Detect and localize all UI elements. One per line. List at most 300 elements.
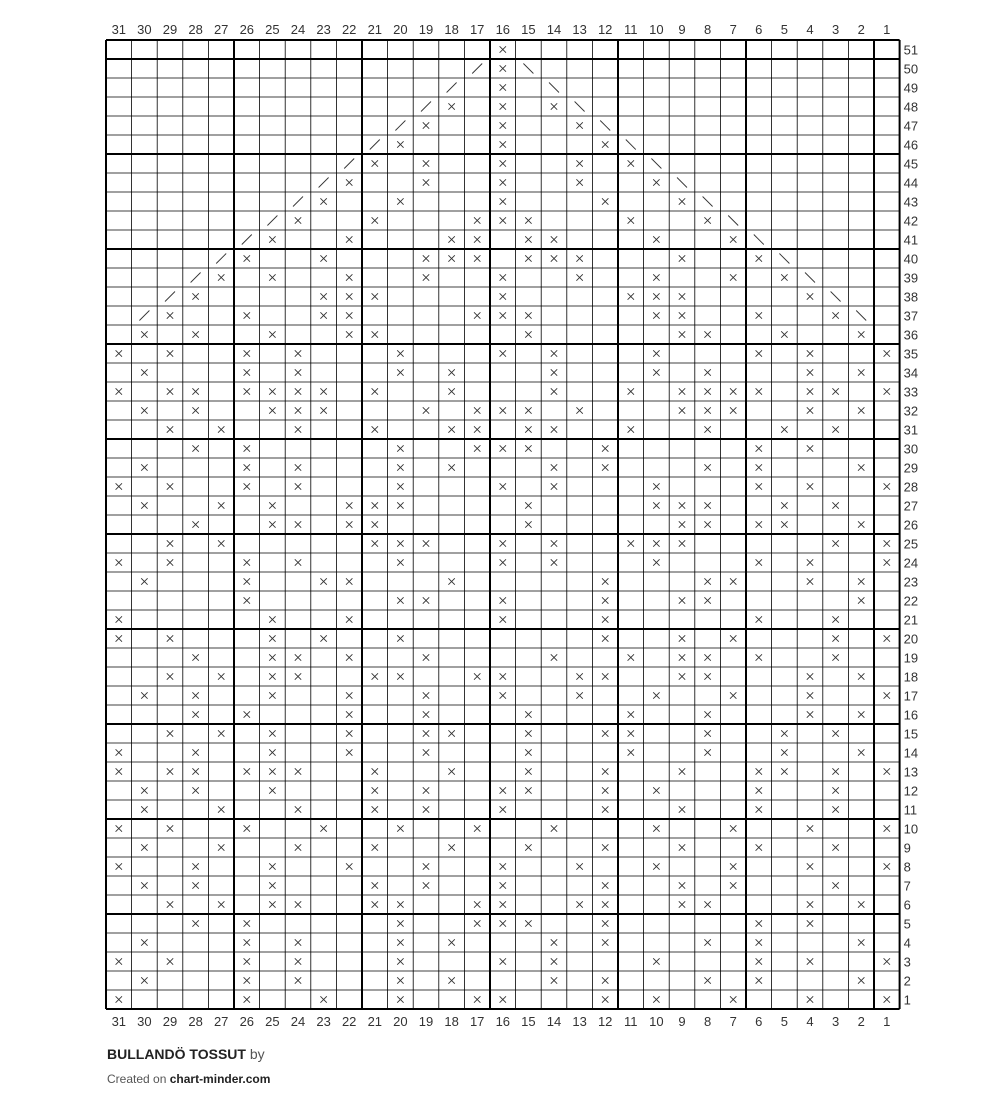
purl-symbol: [832, 730, 838, 736]
purl-symbol: [628, 160, 634, 166]
purl-symbol: [730, 692, 736, 698]
row-label: 27: [903, 498, 919, 514]
purl-symbol: [704, 578, 710, 584]
purl-symbol: [500, 540, 506, 546]
purl-symbol: [551, 483, 557, 489]
purl-symbol: [756, 464, 762, 470]
purl-symbol: [320, 293, 326, 299]
col-label-bottom: 13: [572, 1014, 587, 1029]
purl-symbol: [679, 407, 685, 413]
purl-symbol: [602, 787, 608, 793]
purl-symbol: [295, 350, 301, 356]
purl-symbol: [269, 331, 275, 337]
purl-symbol: [525, 407, 531, 413]
purl-symbol: [807, 958, 813, 964]
purl-symbol: [116, 635, 122, 641]
decrease-left-symbol: [293, 197, 303, 207]
row-label: 23: [903, 574, 919, 590]
purl-symbol: [653, 559, 659, 565]
purl-symbol: [423, 160, 429, 166]
row-label: 3: [903, 954, 911, 970]
purl-symbol: [244, 996, 250, 1002]
decrease-left-symbol: [472, 64, 482, 74]
col-label-bottom: 5: [780, 1014, 789, 1029]
purl-symbol: [448, 464, 454, 470]
purl-symbol: [167, 825, 173, 831]
purl-symbol: [167, 901, 173, 907]
purl-symbol: [500, 198, 506, 204]
purl-symbol: [397, 977, 403, 983]
purl-symbol: [244, 445, 250, 451]
purl-symbol: [653, 293, 659, 299]
purl-symbol: [116, 863, 122, 869]
purl-symbol: [576, 863, 582, 869]
purl-symbol: [551, 654, 557, 660]
purl-symbol: [679, 901, 685, 907]
purl-symbol: [858, 977, 864, 983]
col-label-bottom: 30: [137, 1014, 152, 1029]
purl-symbol: [781, 274, 787, 280]
purl-symbol: [730, 407, 736, 413]
purl-symbol: [295, 388, 301, 394]
purl-symbol: [423, 654, 429, 660]
purl-symbol: [192, 331, 198, 337]
purl-symbol: [704, 749, 710, 755]
col-label-bottom: 25: [265, 1014, 280, 1029]
purl-symbol: [602, 996, 608, 1002]
row-label: 16: [903, 707, 919, 723]
purl-symbol: [858, 521, 864, 527]
purl-symbol: [244, 768, 250, 774]
purl-symbol: [269, 236, 275, 242]
purl-symbol: [500, 787, 506, 793]
purl-symbol: [372, 217, 378, 223]
purl-symbol: [525, 502, 531, 508]
purl-symbol: [269, 863, 275, 869]
col-label-top: 30: [137, 22, 152, 37]
purl-symbol: [704, 901, 710, 907]
purl-symbol: [704, 331, 710, 337]
purl-symbol: [653, 540, 659, 546]
purl-symbol: [679, 312, 685, 318]
purl-symbol: [448, 977, 454, 983]
purl-symbol: [858, 939, 864, 945]
row-label: 29: [903, 460, 919, 476]
purl-symbol: [551, 350, 557, 356]
row-label: 1: [903, 992, 911, 1008]
purl-symbol: [141, 464, 147, 470]
purl-symbol: [832, 806, 838, 812]
purl-symbol: [679, 293, 685, 299]
purl-symbol: [372, 787, 378, 793]
purl-symbol: [576, 673, 582, 679]
purl-symbol: [346, 236, 352, 242]
purl-symbol: [500, 882, 506, 888]
purl-symbol: [500, 350, 506, 356]
purl-symbol: [653, 312, 659, 318]
purl-symbol: [218, 426, 224, 432]
col-label-top: 28: [188, 22, 203, 37]
purl-symbol: [730, 825, 736, 831]
purl-symbol: [756, 768, 762, 774]
purl-symbol: [218, 730, 224, 736]
purl-symbol: [832, 787, 838, 793]
purl-symbol: [832, 616, 838, 622]
col-label-top: 19: [418, 22, 434, 37]
purl-symbol: [602, 939, 608, 945]
purl-symbol: [116, 768, 122, 774]
purl-symbol: [141, 806, 147, 812]
purl-symbol: [269, 388, 275, 394]
purl-symbol: [346, 179, 352, 185]
purl-symbol: [500, 673, 506, 679]
purl-symbol: [397, 901, 403, 907]
row-label: 51: [903, 42, 919, 58]
row-label: 10: [903, 821, 919, 837]
purl-symbol: [295, 806, 301, 812]
purl-symbol: [500, 692, 506, 698]
purl-symbol: [551, 939, 557, 945]
row-label: 4: [903, 935, 911, 951]
purl-symbol: [628, 711, 634, 717]
col-label-top: 10: [649, 22, 664, 37]
created-site-link[interactable]: chart-minder.com: [169, 1072, 271, 1086]
col-label-bottom: 20: [393, 1014, 408, 1029]
decrease-right-symbol: [779, 254, 789, 264]
purl-symbol: [858, 331, 864, 337]
purl-symbol: [295, 464, 301, 470]
purl-symbol: [653, 787, 659, 793]
row-label: 11: [903, 802, 918, 818]
purl-symbol: [551, 388, 557, 394]
purl-symbol: [525, 331, 531, 337]
purl-symbol: [525, 217, 531, 223]
decrease-left-symbol: [395, 121, 405, 131]
col-label-bottom: 3: [831, 1014, 840, 1029]
purl-symbol: [474, 217, 480, 223]
purl-symbol: [781, 426, 787, 432]
row-label: 46: [903, 137, 919, 153]
purl-symbol: [884, 350, 890, 356]
row-label: 40: [903, 251, 919, 267]
purl-symbol: [269, 616, 275, 622]
col-label-top: 9: [678, 22, 686, 37]
purl-symbol: [756, 787, 762, 793]
purl-symbol: [346, 578, 352, 584]
row-label: 12: [903, 783, 919, 799]
purl-symbol: [730, 274, 736, 280]
col-label-top: 29: [162, 22, 178, 37]
row-label: 25: [903, 536, 919, 552]
row-label: 19: [903, 650, 919, 666]
purl-symbol: [192, 768, 198, 774]
purl-symbol: [372, 806, 378, 812]
purl-symbol: [653, 825, 659, 831]
purl-symbol: [423, 255, 429, 261]
purl-symbol: [807, 901, 813, 907]
purl-symbol: [116, 559, 122, 565]
purl-symbol: [679, 502, 685, 508]
col-label-top: 5: [780, 22, 789, 37]
purl-symbol: [474, 996, 480, 1002]
row-label: 14: [903, 745, 919, 761]
purl-symbol: [320, 312, 326, 318]
row-label: 35: [903, 346, 919, 362]
row-label: 45: [903, 156, 919, 172]
decrease-right-symbol: [575, 102, 585, 112]
purl-symbol: [525, 445, 531, 451]
col-label-top: 3: [831, 22, 840, 37]
decrease-right-symbol: [805, 273, 815, 283]
purl-symbol: [192, 863, 198, 869]
purl-symbol: [448, 730, 454, 736]
purl-symbol: [602, 616, 608, 622]
purl-symbol: [474, 920, 480, 926]
purl-symbol: [474, 407, 480, 413]
purl-symbol: [269, 502, 275, 508]
purl-symbol: [397, 996, 403, 1002]
purl-symbol: [244, 464, 250, 470]
purl-symbol: [551, 369, 557, 375]
row-label: 21: [903, 612, 919, 628]
purl-symbol: [628, 293, 634, 299]
decrease-right-symbol: [831, 292, 841, 302]
row-label: 44: [903, 175, 919, 191]
purl-symbol: [346, 616, 352, 622]
purl-symbol: [295, 521, 301, 527]
purl-symbol: [704, 369, 710, 375]
purl-symbol: [756, 521, 762, 527]
row-label: 26: [903, 517, 919, 533]
col-label-top: 1: [883, 22, 891, 37]
purl-symbol: [832, 654, 838, 660]
col-label-top: 13: [572, 22, 587, 37]
purl-symbol: [167, 958, 173, 964]
purl-symbol: [372, 331, 378, 337]
purl-symbol: [397, 198, 403, 204]
purl-symbol: [679, 597, 685, 603]
purl-symbol: [679, 635, 685, 641]
purl-symbol: [244, 578, 250, 584]
purl-symbol: [269, 635, 275, 641]
purl-symbol: [500, 103, 506, 109]
purl-symbol: [295, 217, 301, 223]
row-label: 43: [903, 194, 919, 210]
purl-symbol: [756, 312, 762, 318]
decrease-left-symbol: [242, 235, 252, 245]
purl-symbol: [141, 844, 147, 850]
purl-symbol: [628, 540, 634, 546]
purl-symbol: [244, 559, 250, 565]
purl-symbol: [346, 521, 352, 527]
purl-symbol: [525, 236, 531, 242]
row-label: 6: [903, 897, 911, 913]
purl-symbol: [244, 369, 250, 375]
purl-symbol: [525, 749, 531, 755]
purl-symbol: [602, 977, 608, 983]
purl-symbol: [500, 46, 506, 52]
purl-symbol: [730, 388, 736, 394]
purl-symbol: [807, 559, 813, 565]
purl-symbol: [269, 654, 275, 660]
purl-symbol: [269, 749, 275, 755]
purl-symbol: [576, 407, 582, 413]
purl-symbol: [474, 445, 480, 451]
purl-symbol: [423, 407, 429, 413]
purl-symbol: [244, 825, 250, 831]
col-label-bottom: 10: [649, 1014, 664, 1029]
col-label-bottom: 2: [857, 1014, 865, 1029]
purl-symbol: [576, 179, 582, 185]
purl-symbol: [807, 293, 813, 299]
purl-symbol: [679, 388, 685, 394]
purl-symbol: [244, 939, 250, 945]
row-label: 22: [903, 593, 919, 609]
purl-symbol: [448, 768, 454, 774]
purl-symbol: [320, 825, 326, 831]
purl-symbol: [244, 255, 250, 261]
purl-symbol: [192, 654, 198, 660]
purl-symbol: [858, 578, 864, 584]
purl-symbol: [397, 939, 403, 945]
col-label-top: 26: [239, 22, 255, 37]
purl-symbol: [423, 711, 429, 717]
purl-symbol: [884, 483, 890, 489]
purl-symbol: [628, 730, 634, 736]
purl-symbol: [167, 388, 173, 394]
purl-symbol: [500, 483, 506, 489]
purl-symbol: [653, 350, 659, 356]
purl-symbol: [807, 863, 813, 869]
purl-symbol: [167, 730, 173, 736]
purl-symbol: [397, 559, 403, 565]
purl-symbol: [500, 863, 506, 869]
purl-symbol: [116, 388, 122, 394]
purl-symbol: [500, 445, 506, 451]
purl-symbol: [474, 255, 480, 261]
purl-symbol: [500, 84, 506, 90]
row-label: 34: [903, 365, 919, 381]
row-label: 7: [903, 878, 911, 894]
purl-symbol: [500, 597, 506, 603]
col-label-bottom: 23: [316, 1014, 331, 1029]
purl-symbol: [576, 692, 582, 698]
decrease-right-symbol: [728, 216, 738, 226]
purl-symbol: [372, 768, 378, 774]
purl-symbol: [397, 958, 403, 964]
purl-symbol: [781, 768, 787, 774]
purl-symbol: [474, 426, 480, 432]
purl-symbol: [832, 844, 838, 850]
purl-symbol: [679, 654, 685, 660]
purl-symbol: [525, 768, 531, 774]
col-label-bottom: 1: [883, 1014, 891, 1029]
purl-symbol: [858, 711, 864, 717]
purl-symbol: [525, 920, 531, 926]
purl-symbol: [346, 863, 352, 869]
purl-symbol: [397, 635, 403, 641]
purl-symbol: [167, 635, 173, 641]
purl-symbol: [807, 920, 813, 926]
row-label: 38: [903, 289, 919, 305]
purl-symbol: [730, 578, 736, 584]
purl-symbol: [653, 369, 659, 375]
purl-symbol: [218, 901, 224, 907]
purl-symbol: [551, 977, 557, 983]
purl-symbol: [628, 749, 634, 755]
purl-symbol: [372, 426, 378, 432]
row-label: 20: [903, 631, 919, 647]
row-label: 30: [903, 441, 919, 457]
col-label-top: 4: [806, 22, 814, 37]
purl-symbol: [116, 483, 122, 489]
purl-symbol: [372, 844, 378, 850]
purl-symbol: [653, 274, 659, 280]
decrease-left-symbol: [191, 273, 201, 283]
decrease-right-symbol: [677, 178, 687, 188]
col-label-top: 20: [393, 22, 408, 37]
purl-symbol: [141, 692, 147, 698]
row-label: 8: [903, 859, 911, 875]
purl-symbol: [704, 388, 710, 394]
purl-symbol: [372, 388, 378, 394]
col-label-top: 14: [546, 22, 562, 37]
purl-symbol: [602, 141, 608, 147]
pattern-title: BULLANDÖ TOSSUT: [107, 1046, 246, 1062]
purl-symbol: [141, 502, 147, 508]
purl-symbol: [244, 483, 250, 489]
purl-symbol: [500, 559, 506, 565]
decrease-left-symbol: [319, 178, 329, 188]
purl-symbol: [397, 350, 403, 356]
purl-symbol: [602, 578, 608, 584]
purl-symbol: [628, 654, 634, 660]
purl-symbol: [346, 502, 352, 508]
col-label-bottom: 9: [678, 1014, 686, 1029]
purl-symbol: [679, 768, 685, 774]
created-prefix: Created on: [107, 1072, 167, 1086]
row-label: 32: [903, 403, 919, 419]
purl-symbol: [884, 863, 890, 869]
purl-symbol: [679, 806, 685, 812]
purl-symbol: [397, 920, 403, 926]
row-label: 9: [903, 840, 911, 856]
col-label-top: 6: [755, 22, 763, 37]
purl-symbol: [704, 711, 710, 717]
purl-symbol: [500, 901, 506, 907]
purl-symbol: [397, 673, 403, 679]
row-label: 39: [903, 270, 919, 286]
purl-symbol: [832, 635, 838, 641]
purl-symbol: [167, 350, 173, 356]
purl-symbol: [141, 407, 147, 413]
purl-symbol: [704, 426, 710, 432]
purl-symbol: [602, 920, 608, 926]
purl-symbol: [372, 521, 378, 527]
purl-symbol: [423, 540, 429, 546]
col-label-bottom: 8: [703, 1014, 712, 1029]
row-label: 49: [903, 80, 919, 96]
purl-symbol: [576, 122, 582, 128]
purl-symbol: [448, 844, 454, 850]
col-label-top: 15: [521, 22, 536, 37]
purl-symbol: [704, 730, 710, 736]
purl-symbol: [320, 407, 326, 413]
purl-symbol: [423, 787, 429, 793]
purl-symbol: [423, 274, 429, 280]
purl-symbol: [192, 445, 198, 451]
purl-symbol: [525, 312, 531, 318]
